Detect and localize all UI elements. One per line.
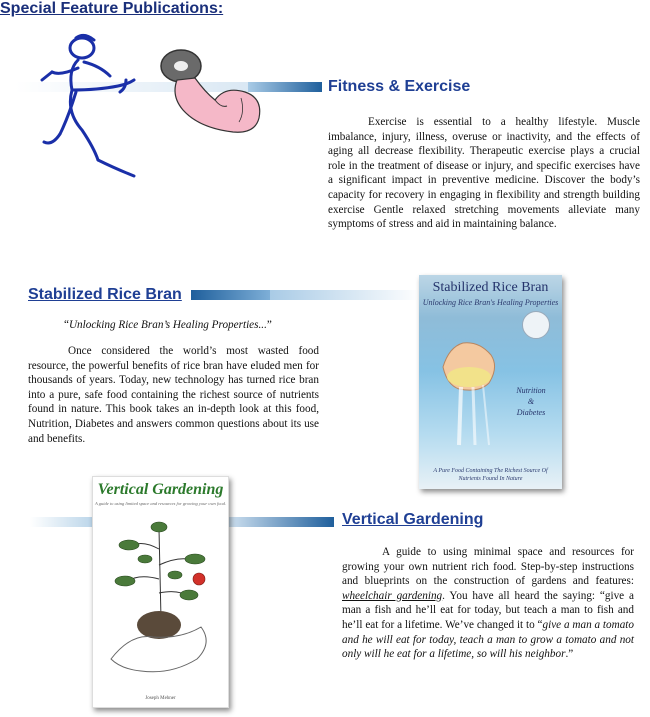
rice-bran-paragraph: Once considered the world’s most wasted food resource, the powerful benefits of rice bran have eluded men for thousands of years. Today, new technology has turned rice bran into a pure, safe food containing the richest source of nutrients found in nature. This book takes an in-depth look at this food, Nutrition, Diabetes and answers common questions about its use and benefits. [28,345,319,445]
cover-title: Stabilized Rice Bran [432,280,549,295]
cover-bottom-text: A Pure Food Containing The Richest Source Of Nutrients Found In Nature [433,468,548,482]
tomato-plant-icon [101,509,219,679]
vg-body-after-link: . You have all heard the saying: “give a man a fish and he’ll eat for today, but teach a man to fish and he’ll eat for a lifetime. We’ve changed it to “ [342,589,634,631]
tagline-open-quote: “ [64,319,69,331]
page-title: Special Feature Publications: [0,0,224,17]
rice-bran-bar-light [270,290,422,300]
vg-bar-right [228,517,334,527]
side-text-2: & [527,397,535,406]
runner-icon [38,30,148,182]
cover-subtitle: Unlocking Rice Bran's Healing Properties [422,298,559,307]
rice-bran-book-cover [419,275,562,489]
vg-body-end: .” [565,648,574,661]
rice-bran-body [28,344,319,446]
rice-bran-tagline [64,318,324,333]
vg-cover-subtitle: A guide to using limited space and resources for growing your own food. [94,501,227,506]
vertical-gardening-heading: Vertical Gardening [342,511,484,528]
rice-bran-bar-dark [191,290,271,300]
cover-side-text [508,385,554,418]
vg-bar-left [30,517,92,527]
flexed-arm-icon [155,48,265,143]
vg-paragraph [342,545,634,662]
vg-cover-title: Vertical Gardening [97,481,224,498]
vg-cover-author: Joseph Mehner [145,696,176,701]
rice-bran-heading: Stabilized Rice Bran [28,286,182,303]
vg-body [342,545,634,662]
vertical-gardening-book-cover [92,476,229,708]
tagline-text: Unlocking Rice Bran’s Healing Properties... [68,319,267,331]
fitness-body [328,115,640,232]
side-text-3: Diabetes [516,408,546,417]
vg-body-before-link: A guide to using minimal space and resources for growing your own nutrient rich food. Step-by-step instructions and blueprints on the construction of gardens and features: [342,546,634,588]
cover-seal-icon [522,311,550,339]
vg-quote-italic: give a man a tomato and he will eat for today, teach a man to grow a tomato and not only will he eat for a lifetime, so will his neighbor [342,618,634,661]
hand-with-bran-icon [439,327,509,447]
wheelchair-gardening-link[interactable]: wheelchair gardening [342,589,443,602]
fitness-heading: Fitness & Exercise [328,78,471,95]
fitness-paragraph: Exercise is essential to a healthy lifestyle. Muscle imbalance, injury, illness, overuse or inactivity, and the effects of aging all decrease flexibility. Therapeutic exercise plays a crucial role in the treatment of disease or injury, and specific exercises have a significant impact in preventive medicine. Discover the body’s capacity for recovery in engaging in flexibility and strength building exercise Gentle relaxed stretching movements alleviate many symptoms of stress and aid in maintaining balance. [328,116,640,231]
side-text-1: Nutrition [516,386,546,395]
tagline-close-quote: ” [266,319,272,331]
